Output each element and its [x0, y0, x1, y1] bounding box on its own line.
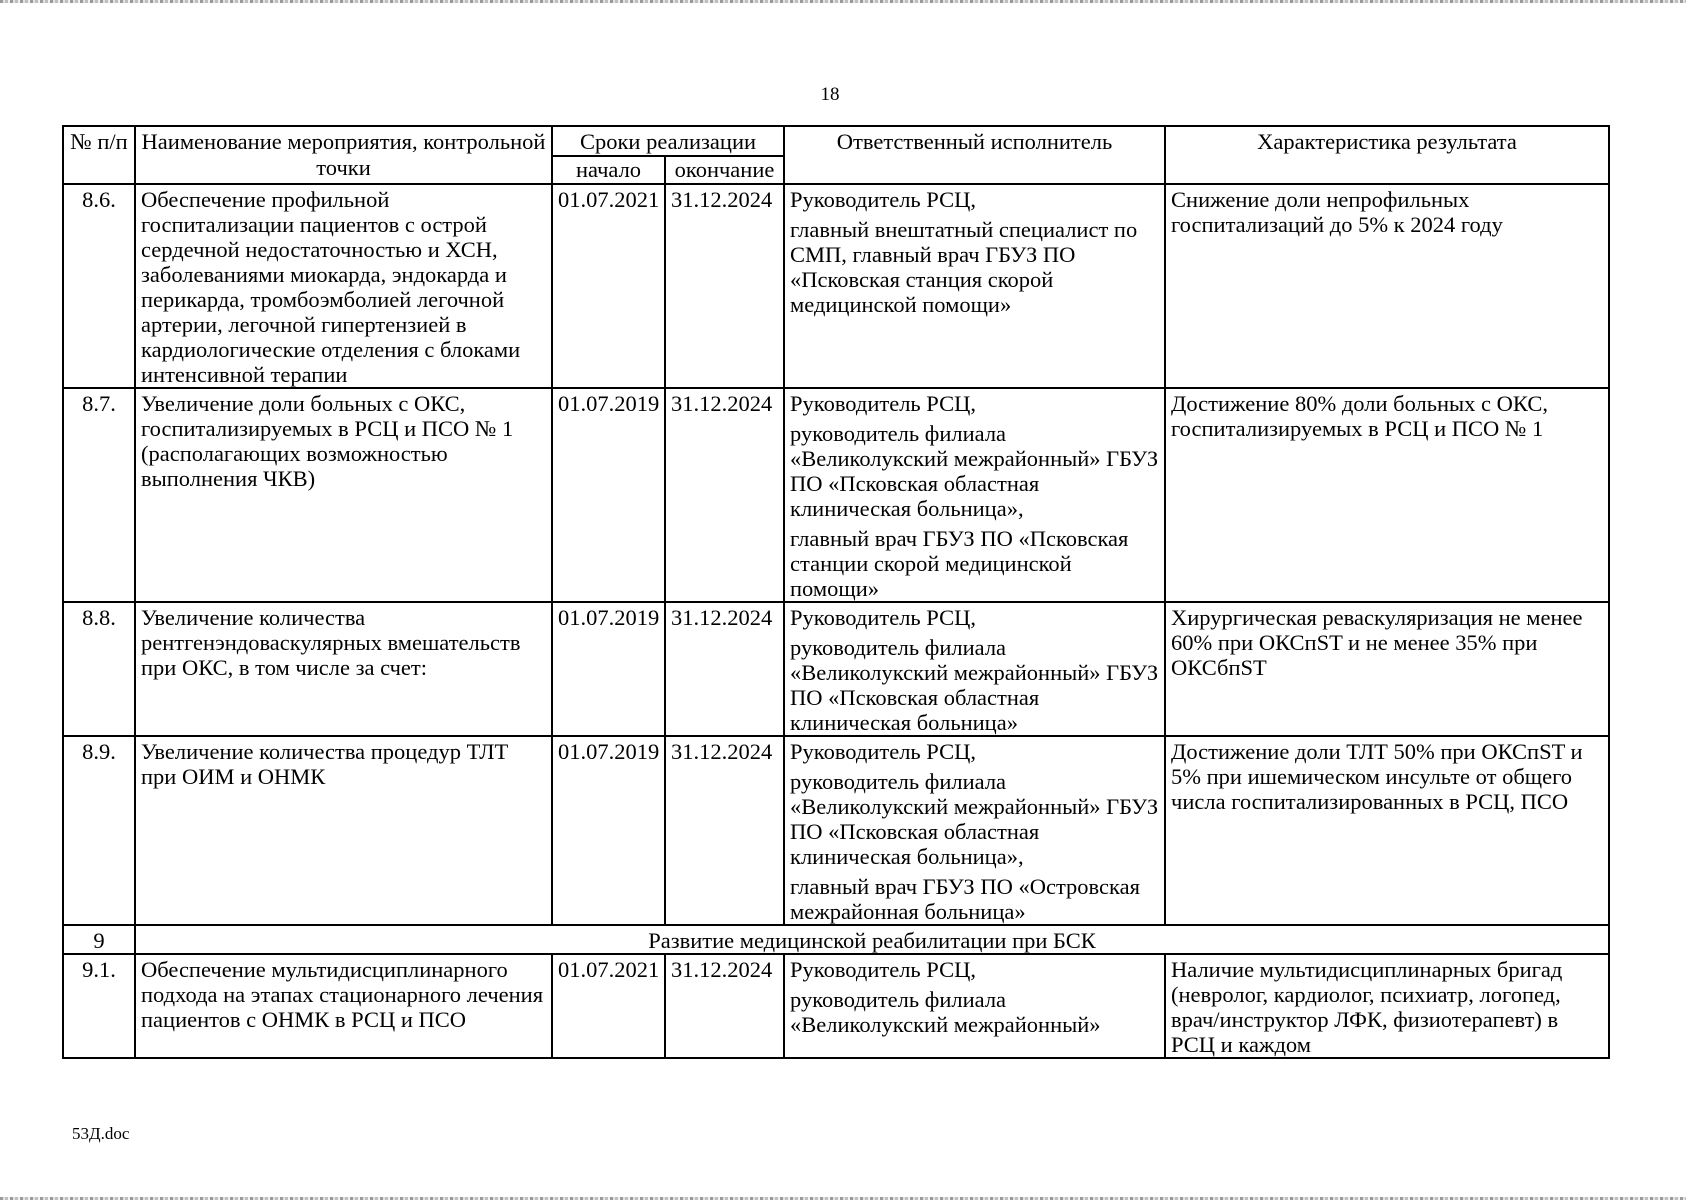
page-number: 18 [820, 84, 840, 105]
header-result: Характеристика результата [1165, 126, 1609, 184]
row-executor [784, 954, 1165, 1058]
row-executor [784, 736, 1165, 925]
row-end: 31.12.2024 [665, 602, 784, 736]
row-start: 01.07.2021 [552, 184, 665, 388]
section-num: 9 [63, 925, 135, 954]
row-end: 31.12.2024 [665, 954, 784, 1058]
table-row [63, 602, 1609, 736]
table-row [63, 184, 1609, 388]
header-start: начало [552, 156, 665, 184]
row-result: Достижение 80% доли больных с ОКС, госпитализируемых в РСЦ и ПСО № 1 [1165, 388, 1609, 602]
row-name: Увеличение количества рентгенэндоваскулярных вмешательств при ОКС, в том числе за счет: [135, 602, 552, 736]
executor-line: главный врач ГБУЗ ПО «Псковская станции скорой медицинской помощи» [790, 526, 1129, 601]
row-end: 31.12.2024 [665, 184, 784, 388]
table-row [63, 954, 1609, 1058]
executor-line: Руководитель РСЦ, [790, 605, 976, 630]
header-end: окончание [665, 156, 784, 184]
executor-line: Руководитель РСЦ, [790, 957, 976, 982]
row-num: 9.1. [63, 954, 135, 1058]
scan-edge-top [0, 0, 1686, 3]
section-row [63, 925, 1609, 954]
row-end: 31.12.2024 [665, 736, 784, 925]
executor-line: главный врач ГБУЗ ПО «Островская межрайонная больница» [790, 874, 1140, 924]
executor-line: руководитель филиала «Великолукский межрайонный» ГБУЗ ПО «Псковская областная клиническая больница», [790, 769, 1159, 869]
executor-line: Руководитель РСЦ, [790, 739, 976, 764]
row-start: 01.07.2021 [552, 954, 665, 1058]
executor-line: руководитель филиала «Великолукский межрайонный» ГБУЗ ПО «Псковская областная клиническая больница» [790, 635, 1159, 735]
row-start: 01.07.2019 [552, 602, 665, 736]
row-end: 31.12.2024 [665, 388, 784, 602]
executor-line: руководитель филиала «Великолукский межрайонный» [790, 987, 1101, 1037]
row-executor [784, 602, 1165, 736]
header-name: Наименование мероприятия, контрольной точки [135, 126, 552, 184]
row-result: Наличие мультидисциплинарных бригад (невролог, кардиолог, психиатр, логопед, врач/инструктор ЛФК, физиотерапевт) в РСЦ и каждом [1165, 954, 1609, 1058]
header-num: № п/п [63, 126, 135, 184]
executor-line: Руководитель РСЦ, [790, 187, 976, 212]
section-title: Развитие медицинской реабилитации при БСК [135, 925, 1609, 954]
table-row [63, 388, 1609, 602]
plan-table [62, 125, 1610, 1059]
row-num: 8.6. [63, 184, 135, 388]
row-name: Увеличение количества процедур ТЛТ при ОИМ и ОНМК [135, 736, 552, 925]
row-name: Обеспечение мультидисциплинарного подхода на этапах стационарного лечения пациентов с ОНМК в РСЦ и ПСО [135, 954, 552, 1058]
header-row [63, 126, 1609, 156]
header-executor: Ответственный исполнитель [784, 126, 1165, 184]
executor-line: Руководитель РСЦ, [790, 391, 976, 416]
row-name: Увеличение доли больных с ОКС, госпитализируемых в РСЦ и ПСО № 1 (располагающих возможностью выполнения ЧКВ) [135, 388, 552, 602]
header-terms: Сроки реализации [552, 126, 784, 156]
footer-filename: 53Д.doc [72, 1124, 130, 1143]
row-start: 01.07.2019 [552, 388, 665, 602]
executor-line: главный внештатный специалист по СМП, главный врач ГБУЗ ПО «Псковская станция скорой медицинской помощи» [790, 217, 1138, 317]
row-num: 8.7. [63, 388, 135, 602]
row-result: Снижение доли непрофильных госпитализаций до 5% к 2024 году [1165, 184, 1609, 388]
row-executor [784, 388, 1165, 602]
row-result: Хирургическая реваскуляризация не менее 60% при ОКСпST и не менее 35% при ОКСбпST [1165, 602, 1609, 736]
row-name: Обеспечение профильной госпитализации пациентов с острой сердечной недостаточностью и ХСН, заболеваниями миокарда, эндокарда и перикарда, тромбоэмболией легочной артерии, легочной гипертензией в кардиологические отделения с блоками интенсивной терапии [135, 184, 552, 388]
executor-line: руководитель филиала «Великолукский межрайонный» ГБУЗ ПО «Псковская областная клиническая больница», [790, 421, 1159, 521]
row-executor [784, 184, 1165, 388]
row-result: Достижение доли ТЛТ 50% при ОКСпST и 5% при ишемическом инсульте от общего числа госпитализированных в РСЦ, ПСО [1165, 736, 1609, 925]
row-num: 8.9. [63, 736, 135, 925]
table-row [63, 736, 1609, 925]
row-num: 8.8. [63, 602, 135, 736]
row-start: 01.07.2019 [552, 736, 665, 925]
